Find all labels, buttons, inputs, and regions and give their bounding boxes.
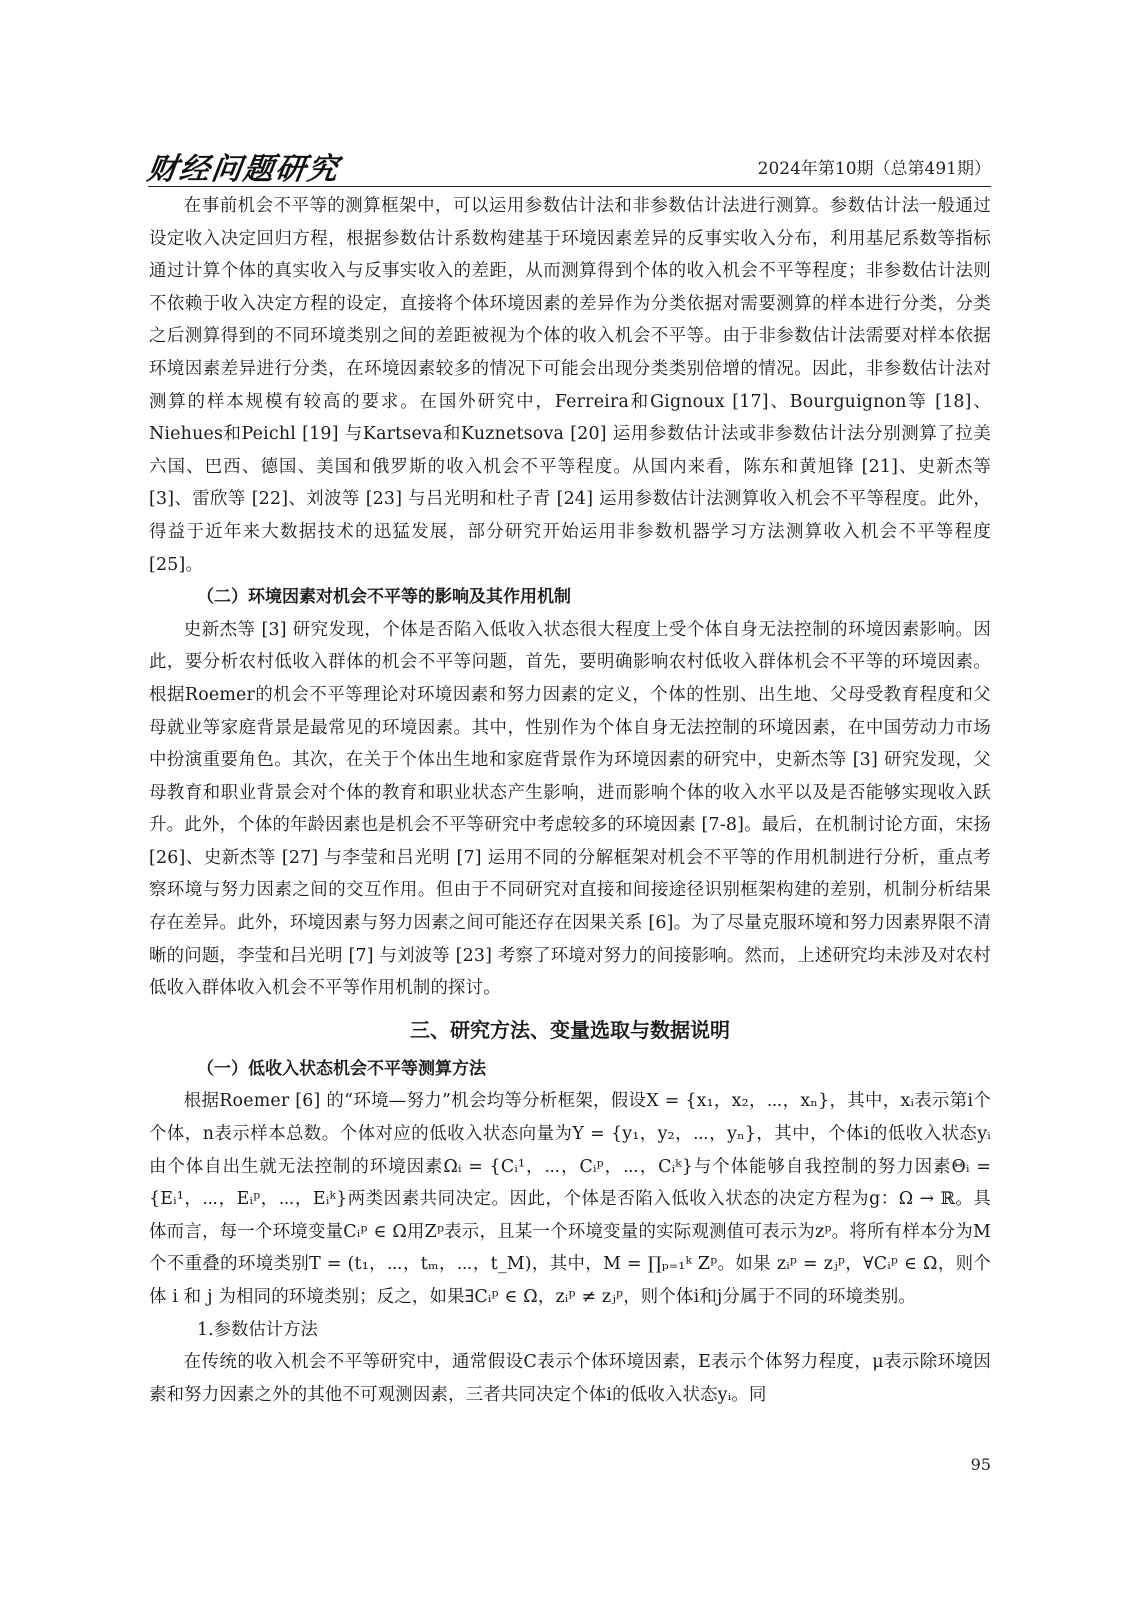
paragraph-roemer-framework: 根据Roemer [6] 的“环境—努力”机会均等分析框架，假设X = {x₁，x₂，⋯，xₙ}，其中，xᵢ表示第i个个体，n表示样本总数。个体对应的低收入状态向量为Y = {y₁，y₂，⋯，yₙ}，其中，个体i的低收入状态yᵢ由个体自出生就无法控制的环境因素Ωᵢ = {Cᵢ¹，⋯，Cᵢᵖ，⋯，Cᵢᵏ}与个体能够自我控制的努力因素Θᵢ = {Eᵢ¹，⋯，Eᵢᵖ，⋯，Eᵢᵏ}两类因素共同决定。因此，个体是否陷入低收入状态的决定方程为g：Ω → ℝ。具体而言，每一个环境变量Cᵢᵖ ∈ Ω用Zᵖ表示，且某一个环境变量的实际观测值可表示为zᵖ。将所有样本分为M个不重叠的环境类别T = (t₁，⋯，tₘ，⋯，t_M)，其中，M = ∏ₚ₌₁ᵏ Zᵖ。如果 zᵢᵖ = zⱼᵖ，∀Cᵢᵖ ∈ Ω，则个体 i 和 j 为相同的环境类别；反之，如果∃Cᵢᵖ ∈ Ω，zᵢᵖ ≠ zⱼᵖ，则个体i和j分属于不同的环境类别。 xyxy=(149,1091,991,1307)
running-header xyxy=(145,144,991,187)
body-text xyxy=(149,190,991,1411)
journal-logo: 财经问题研究 xyxy=(145,152,342,187)
section-heading-methods-data: 三、研究方法、变量选取与数据说明 xyxy=(410,1017,730,1042)
subsection-heading-mechanism: （二）环境因素对机会不平等的影响及其作用机制 xyxy=(197,587,571,608)
minor-heading-parametric: 1.参数估计方法 xyxy=(197,1319,318,1340)
issue-info: 2024年第10期（总第491期） xyxy=(757,159,991,179)
paragraph-estimation-methods: 在事前机会不平等的测算框架中，可以运用参数估计法和非参数估计法进行测算。参数估计法一般通过设定收入决定回归方程，根据参数估计系数构建基于环境因素差异的反事实收入分布，利用基尼系数等指标通过计算个体的真实收入与反事实收入的差距，从而测算得到个体的收入机会不平等程度；非参数估计法则不依赖于收入决定方程的设定，直接将个体环境因素的差异作为分类依据对需要测算的样本进行分类，分类之后测算得到的不同环境类别之间的差距被视为个体的收入机会不平等。由于非参数估计法需要对样本依据环境因素差异进行分类，在环境因素较多的情况下可能会出现分类类别倍增的情况。因此，非参数估计法对测算的样本规模有较高的要求。在国外研究中，Ferreira和Gignoux [17]、Bourguignon等 [18]、Niehues和Peichl [19] 与Kartseva和Kuznetsova [20] 运用参数估计法或非参数估计法分别测算了拉美六国、巴西、德国、美国和俄罗斯的收入机会不平等程度。从国内来看，陈东和黄旭锋 [21]、史新杰等 [3]、雷欣等 [22]、刘波等 [23] 与吕光明和杜子青 [24] 运用参数估计法测算收入机会不平等程度。此外，得益于近年来大数据技术的迅猛发展，部分研究开始运用非参数机器学习方法测算收入机会不平等程度 [25]。 xyxy=(149,196,991,575)
page-number: 95 xyxy=(970,1455,991,1474)
subsection-heading-measurement: （一）低收入状态机会不平等测算方法 xyxy=(197,1058,486,1079)
paragraph-traditional-research: 在传统的收入机会不平等研究中，通常假设C表示个体环境因素，E表示个体努力程度，μ表示除环境因素和努力因素之外的其他不可观测因素，三者共同决定个体i的低收入状态yᵢ。同 xyxy=(149,1352,991,1405)
paragraph-environment-factors: 史新杰等 [3] 研究发现，个体是否陷入低收入状态很大程度上受个体自身无法控制的环境因素影响。因此，要分析农村低收入群体的机会不平等问题，首先，要明确影响农村低收入群体机会不平等的环境因素。根据Roemer的机会不平等理论对环境因素和努力因素的定义，个体的性别、出生地、父母受教育程度和父母就业等家庭背景是最常见的环境因素。其中，性别作为个体自身无法控制的环境因素，在中国劳动力市场中扮演重要角色。其次，在关于个体出生地和家庭背景作为环境因素的研究中，史新杰等 [3] 研究发现，父母教育和职业背景会对个体的教育和职业状态产生影响，进而影响个体的收入水平以及是否能够实现收入跃升。此外，个体的年龄因素也是机会不平等研究中考虑较多的环境因素 [7-8]。最后，在机制讨论方面，宋扬 [26]、史新杰等 [27] 与李莹和吕光明 [7] 运用不同的分解框架对机会不平等的作用机制进行分析，重点考察环境与努力因素之间的交互作用。但由于不同研究对直接和间接途径识别框架构建的差别，机制分析结果存在差异。此外，环境因素与努力因素之间可能还存在因果关系 [6]。为了尽量克服环境和努力因素界限不清晰的问题，李莹和吕光明 [7] 与刘波等 [23] 考察了环境对努力的间接影响。然而，上述研究均未涉及对农村低收入群体收入机会不平等作用机制的探讨。 xyxy=(149,619,991,999)
